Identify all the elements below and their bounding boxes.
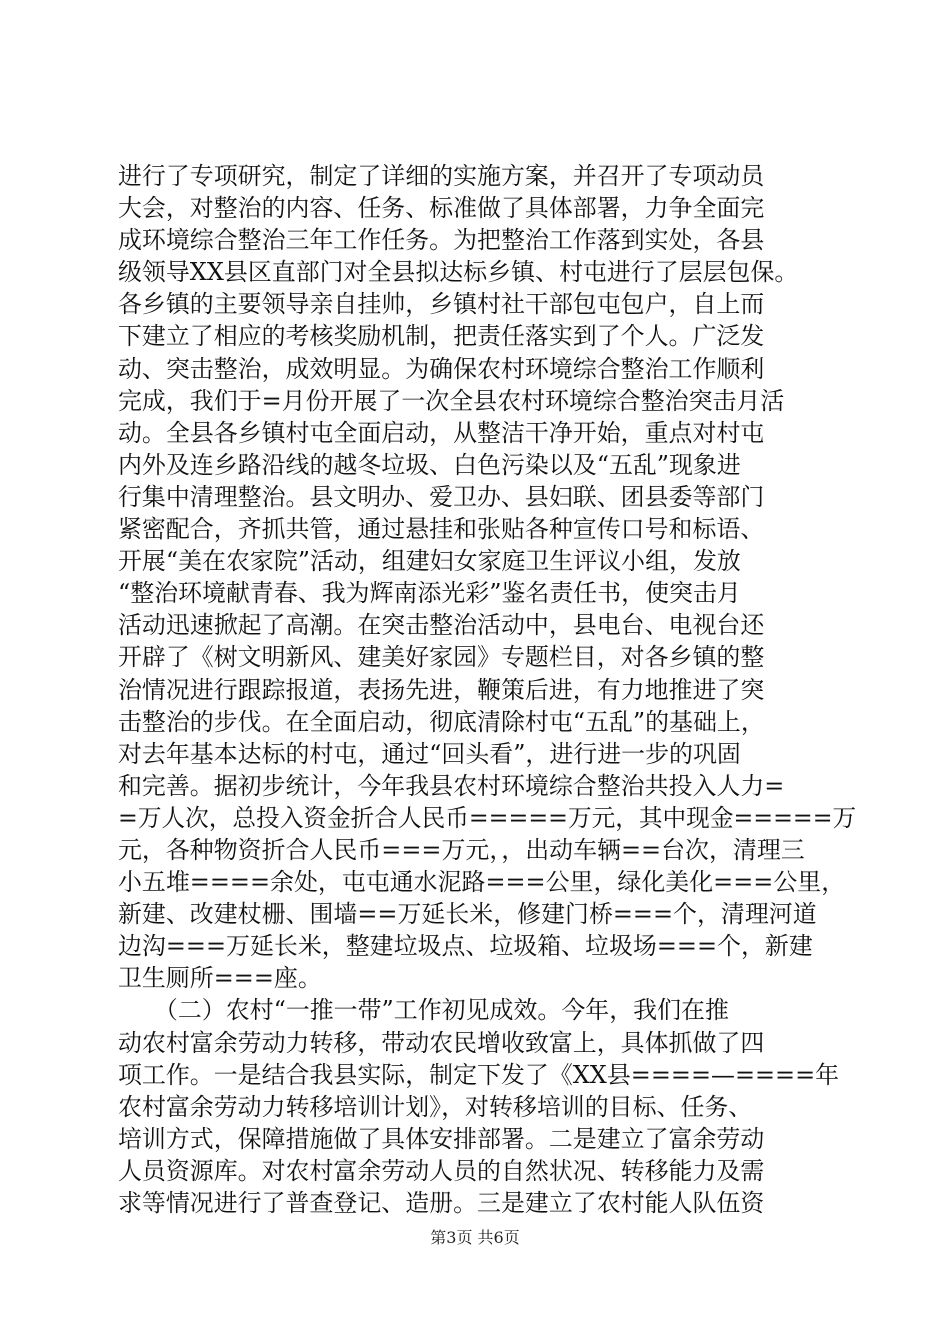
text-line: 动农村富余劳动力转移，带动农民增收致富上，具体抓做了四 — [118, 1028, 765, 1057]
text-line: 开展“美在农家院”活动，组建妇女家庭卫生评议小组，发放 — [118, 547, 741, 576]
text-line: 新建、改建杖栅、围墙==万延长米，修建门桥===个，清理河道 — [118, 900, 817, 929]
text-line: 卫生厕所===座。 — [118, 964, 322, 993]
text-line: 和完善。据初步统计，今年我县农村环境综合整治共投入人力= — [118, 771, 785, 800]
body-text — [118, 160, 858, 1219]
text-line: 行集中清理整治。县文明办、爱卫办、县妇联、团县委等部门 — [118, 482, 765, 511]
text-line: 培训方式，保障措施做了具体安排部署。二是建立了富余劳动 — [118, 1124, 765, 1153]
text-line: 开辟了《树文明新风、建美好家园》专题栏目，对各乡镇的整 — [118, 643, 765, 672]
text-line: 完成，我们于=月份开展了一次全县农村环境综合整治突击月活 — [118, 386, 785, 415]
text-line: 元，各种物资折合人民币===万元，，出动车辆==台次，清理三 — [118, 835, 805, 864]
text-line: 成环境综合整治三年工作任务。为把整治工作落到实处，各县 — [118, 226, 765, 255]
text-line: 边沟===万延长米，整建垃圾点、垃圾箱、垃圾场===个，新建 — [118, 932, 813, 961]
text-line: 活动迅速掀起了高潮。在突击整治活动中，县电台、电视台还 — [118, 611, 765, 640]
text-line: 紧密配合，齐抓共管，通过悬挂和张贴各种宣传口号和标语、 — [118, 515, 765, 544]
text-line: 农村富余劳动力转移培训计划》，对转移培训的目标、任务、 — [118, 1092, 753, 1121]
text-line: 小五堆====余处，屯屯通水泥路===公里，绿化美化===公里， — [118, 868, 846, 897]
text-line: 求等情况进行了普查登记、造册。三是建立了农村能人队伍资 — [118, 1189, 765, 1217]
text-line: 治情况进行跟踪报道，表扬先进，鞭策后进，有力地推进了突 — [118, 675, 765, 704]
text-line: 下建立了相应的考核奖励机制，把责任落实到了个人。广泛发 — [118, 322, 765, 351]
text-line: 级领导XX县区直部门对全县拟达标乡镇、村屯进行了层层包保。 — [118, 258, 799, 287]
text-line: =万人次，总投入资金折合人民币=====万元，其中现金=====万 — [118, 803, 857, 832]
text-line: （二）农村“一推一带”工作初见成效。今年，我们在推 — [118, 996, 729, 1025]
text-line: 人员资源库。对农村富余劳动人员的自然状况、转移能力及需 — [118, 1156, 765, 1185]
text-line: 各乡镇的主要领导亲自挂帅，乡镇村社干部包屯包户，自上而 — [118, 290, 765, 319]
text-line: 动。全县各乡镇村屯全面启动，从整洁干净开始，重点对村屯 — [118, 418, 765, 447]
text-line: 击整治的步伐。在全面启动，彻底清除村屯“五乱”的基础上， — [118, 707, 765, 736]
text-line: “整治环境献青春、我为辉南添光彩”鉴名责任书，使突击月 — [118, 579, 741, 608]
text-line: 动、突击整治，成效明显。为确保农村环境综合整治工作顺利 — [118, 354, 765, 383]
text-line: 大会，对整治的内容、任务、标准做了具体部署，力争全面完 — [118, 194, 765, 223]
text-line: 对去年基本达标的村屯，通过“回头看”，进行进一步的巩固 — [118, 739, 741, 768]
page-footer: 第3页 共6页 — [430, 1228, 520, 1247]
text-line: 进行了专项研究，制定了详细的实施方案，并召开了专项动员 — [118, 162, 765, 190]
text-line: 内外及连乡路沿线的越冬垃圾、白色污染以及“五乱”现象进 — [118, 450, 741, 479]
text-line: 项工作。一是结合我县实际，制定下发了《XX县====—====年 — [118, 1060, 840, 1089]
